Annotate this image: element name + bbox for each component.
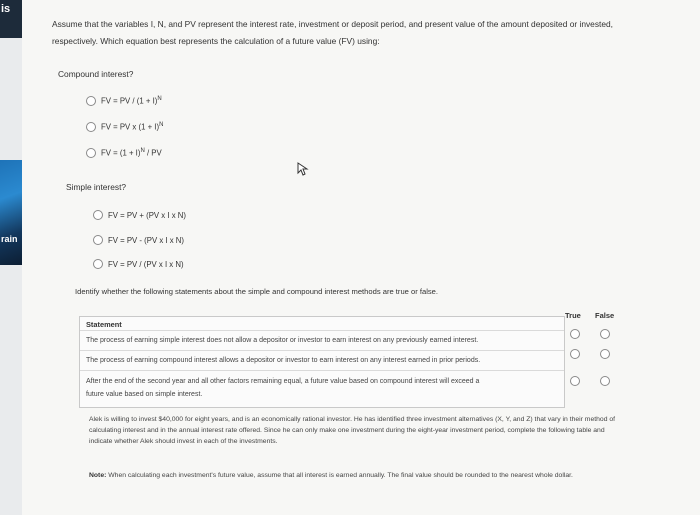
alek-scenario-text: Alek is willing to invest $40,000 for eight years, and is an economically rational investor. He has identified three investment alternatives (X, Y, and Z) that vary in their method of calculating interest and in the annual interest rate offered. Since he can only make one investment during the eight-year investment period, complete the following table and indicate whether Alek should invest in each of the investments. (89, 416, 616, 445)
radio-icon[interactable] (93, 259, 103, 269)
question-text: Assume that the variables I, N, and PV represent the interest rate, investment or deposit period, and present value of the amount deposited or invested, respectively. Which equation best represents the calculation of a future value (FV) using: (52, 19, 613, 46)
row-2-true-radio[interactable] (570, 349, 580, 359)
simple-option-3[interactable] (93, 259, 184, 269)
mouse-cursor-icon (297, 162, 309, 176)
radio-icon[interactable] (93, 210, 103, 220)
row-1-false-radio[interactable] (600, 329, 610, 339)
column-header-statement: Statement (80, 317, 564, 331)
note-body: When calculating each investment's future value, assume that all interest is earned annually. The final value should be rounded to the nearest whole dollar. (106, 472, 573, 479)
compound-option-1-text: FV = PV / $(1 + I)^N$ (101, 96, 162, 106)
left-rail-top (0, 0, 22, 38)
statement-row-3-line-1: After the end of the second year and all other factors remaining equal, a future value based on compound interest will exceed a (86, 378, 480, 385)
radio-icon[interactable] (86, 96, 96, 106)
statement-row-3-line-2: future value based on simple interest. (86, 391, 203, 398)
simple-option-3-text: FV = PV / (PV x I x N) (108, 259, 184, 269)
note-label: Note: (89, 472, 107, 479)
compound-option-2-text: FV = PV x $(1 + I)^N$ (101, 122, 164, 132)
radio-icon[interactable] (93, 235, 103, 245)
left-rail-image (0, 160, 22, 265)
identify-instruction: Identify whether the following statements about the simple and compound interest methods are true or false. (75, 287, 439, 296)
compound-option-3[interactable] (86, 148, 162, 158)
radio-icon[interactable] (86, 148, 96, 158)
compound-option-2[interactable] (86, 122, 163, 132)
radio-icon[interactable] (86, 122, 96, 132)
simple-option-1[interactable] (93, 210, 186, 220)
statement-row-2: The process of earning compound interest allows a depositor or investor to earn interest on any interest earned in prior periods. (80, 351, 564, 371)
simple-option-1-text: FV = PV + (PV x I x N) (108, 210, 186, 220)
row-2-false-radio[interactable] (600, 349, 610, 359)
compound-option-1[interactable] (86, 96, 162, 106)
simple-label: Simple interest? (66, 182, 127, 192)
note-text (89, 470, 629, 481)
column-header-true: True (565, 311, 581, 320)
row-3-false-radio[interactable] (600, 376, 610, 386)
statement-row-3 (80, 371, 564, 405)
left-rail-top-label: is (1, 3, 11, 15)
row-3-true-radio[interactable] (570, 376, 580, 386)
column-header-false: False (595, 311, 615, 320)
statement-row-1: The process of earning simple interest does not allow a depositor or investor to earn interest on any previously earned interest. (80, 331, 564, 351)
simple-option-2-text: FV = PV - (PV x I x N) (108, 235, 185, 245)
statements-table (79, 316, 565, 408)
simple-option-2[interactable] (93, 235, 184, 245)
left-rail-mid-label: rain (1, 234, 18, 244)
compound-option-3-text: FV = $(1 + I)^N$ / PV (101, 148, 162, 158)
row-1-true-radio[interactable] (570, 329, 580, 339)
compound-label: Compound interest? (58, 69, 134, 79)
